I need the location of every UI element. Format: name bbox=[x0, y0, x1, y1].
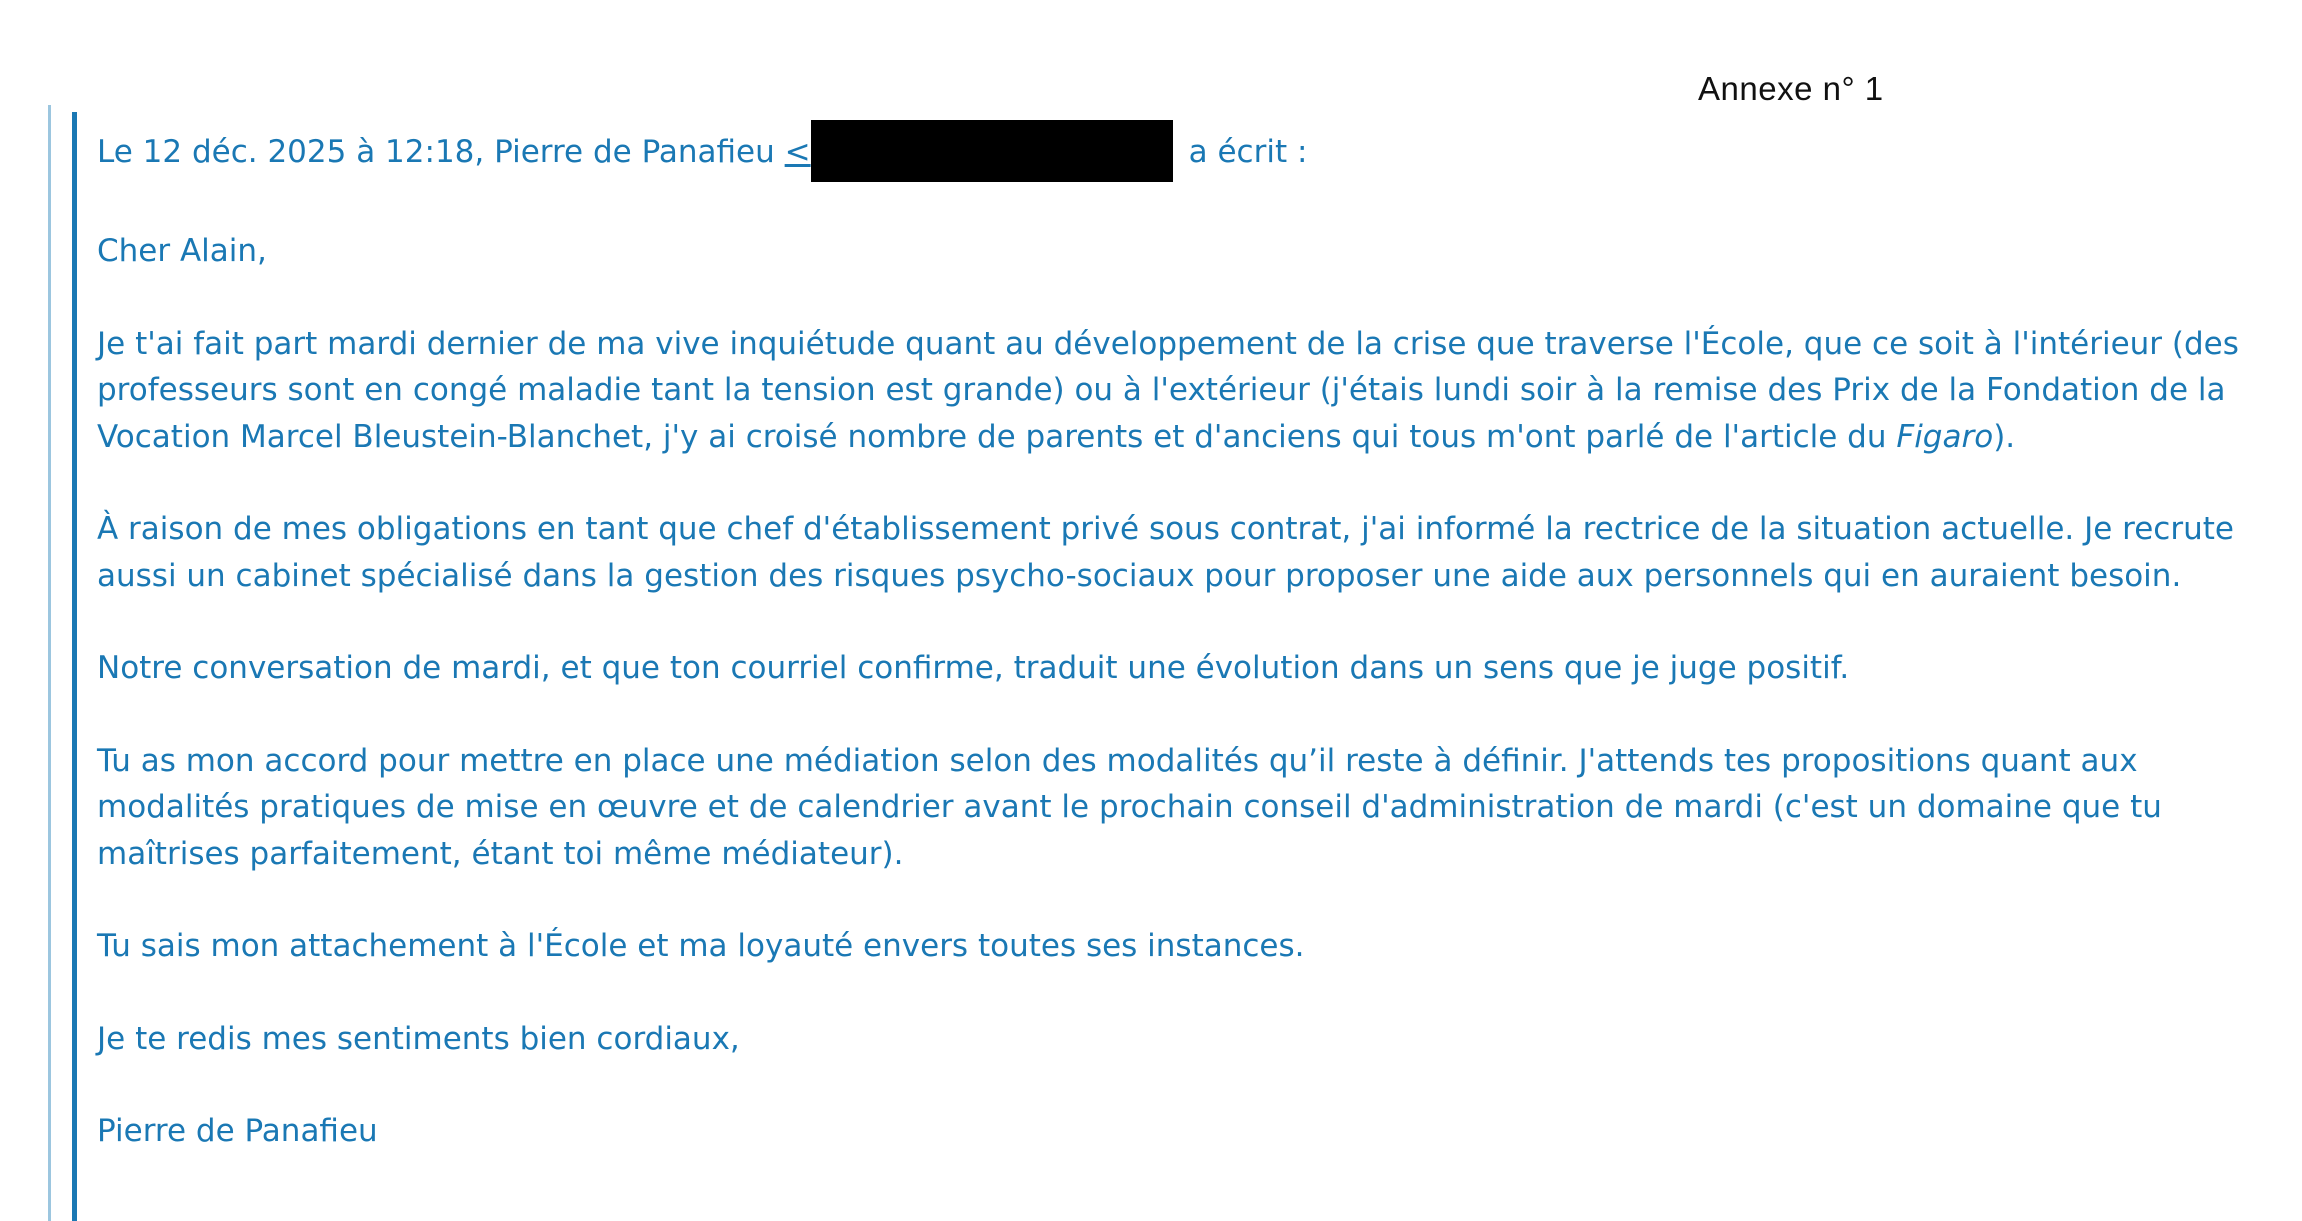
email-paragraph-4: Tu as mon accord pour mettre en place une médiation selon des modalités qu’il reste à définir. J'attends tes propositions quant aux modalités pratiques de mise en œuvre et de calendrier avant le prochain conseil d'administration de mardi (c'est un domaine que tu maîtrises parfaitement, étant toi même médiateur). bbox=[97, 742, 2162, 872]
quote-bar-outer bbox=[48, 105, 51, 1221]
email-greeting: Cher Alain, bbox=[97, 233, 267, 269]
email-header-date-sender: Le 12 déc. 2025 à 12:18, Pierre de Panafieu bbox=[97, 134, 775, 170]
quoted-email bbox=[97, 120, 2257, 1201]
email-paragraph-1 bbox=[97, 321, 2257, 461]
email-header-wrote: a écrit : bbox=[1188, 134, 1308, 170]
email-paragraph-5: Tu sais mon attachement à l'École et ma loyauté envers toutes ses instances. bbox=[97, 928, 1305, 964]
redacted-email-address bbox=[811, 120, 1173, 182]
email-address-open: < bbox=[784, 134, 811, 170]
email-signature: Pierre de Panafieu bbox=[97, 1113, 378, 1149]
paragraph-1-end: ). bbox=[1993, 418, 2016, 455]
email-closing: Je te redis mes sentiments bien cordiaux, bbox=[97, 1020, 740, 1057]
paragraph-1-text: Je t'ai fait part mardi dernier de ma vive inquiétude quant au développement de la crise que traverse l'École, que ce soit à l'intérieur (des professeurs sont en congé maladie tant la tension est grande) ou à l'extérieur (j'étais lundi soir à la remise des Prix de la Fondation de la Vocation Marcel Bleustein-Blanchet, j'y ai croisé nombre de parents et d'anciens qui tous m'ont parlé de l'article du bbox=[97, 325, 2239, 455]
annex-label: Annexe n° 1 bbox=[1698, 70, 1884, 107]
newspaper-name: Figaro bbox=[1896, 418, 1994, 455]
email-paragraph-3: Notre conversation de mardi, et que ton courriel confirme, traduit une évolution dans un sens que je juge positif. bbox=[97, 650, 1850, 686]
email-paragraph-2: À raison de mes obligations en tant que chef d'établissement privé sous contrat, j'ai informé la rectrice de la situation actuelle. Je recrute aussi un cabinet spécialisé dans la gestion des risques psycho-sociaux pour proposer une aide aux personnels qui en auraient besoin. bbox=[97, 511, 2234, 594]
quote-bar bbox=[72, 112, 77, 1221]
email-header bbox=[97, 120, 2257, 182]
